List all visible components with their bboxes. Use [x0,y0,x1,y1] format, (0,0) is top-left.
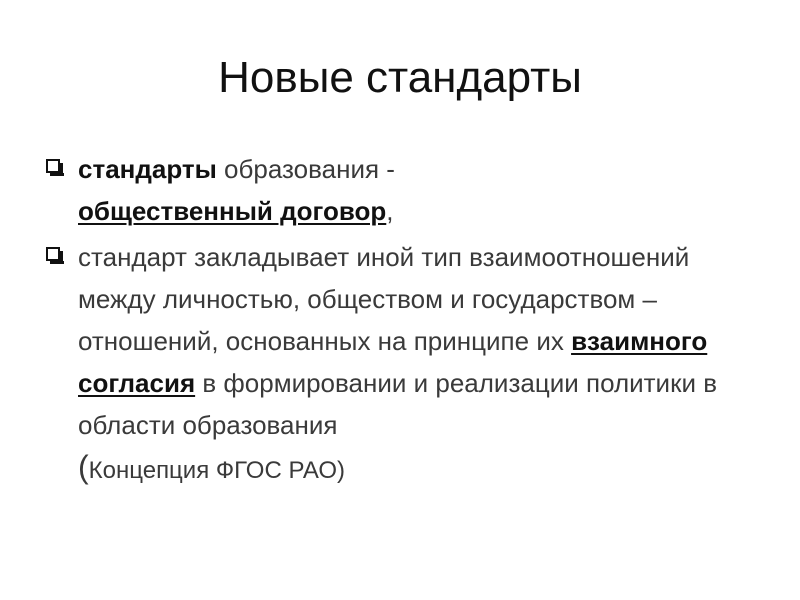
bullet-1-text: образования - [216,154,395,184]
bullet-2-underlined-b: согласия [78,368,196,398]
bullet-2-text-b: в формировании и реализации политики в области образования [78,368,718,440]
slide-title: Новые стандарты [218,53,582,102]
bullet-1-comma: , [386,196,394,226]
checkbox-bullet-icon [46,247,60,261]
checkbox-bullet-icon [46,159,60,173]
bullet-item-2 [46,236,756,492]
concept-paren: ( [78,449,89,485]
bullet-2-underlined-a: взаимного [571,326,708,356]
concept-reference: Концепция ФГОС РАО) [88,457,345,484]
bullet-1-bold: стандарты [78,154,217,184]
bullet-text-2 [46,236,756,492]
bullet-2-text-a: стандарт закладывает иной тип взаимоотношений между личностью, обществом и государством – отношений, основанных на принципе их [78,242,690,356]
bullet-item-1 [46,148,756,232]
bullet-text-1 [46,148,756,232]
bullet-1-underlined: общественный договор [78,196,387,226]
